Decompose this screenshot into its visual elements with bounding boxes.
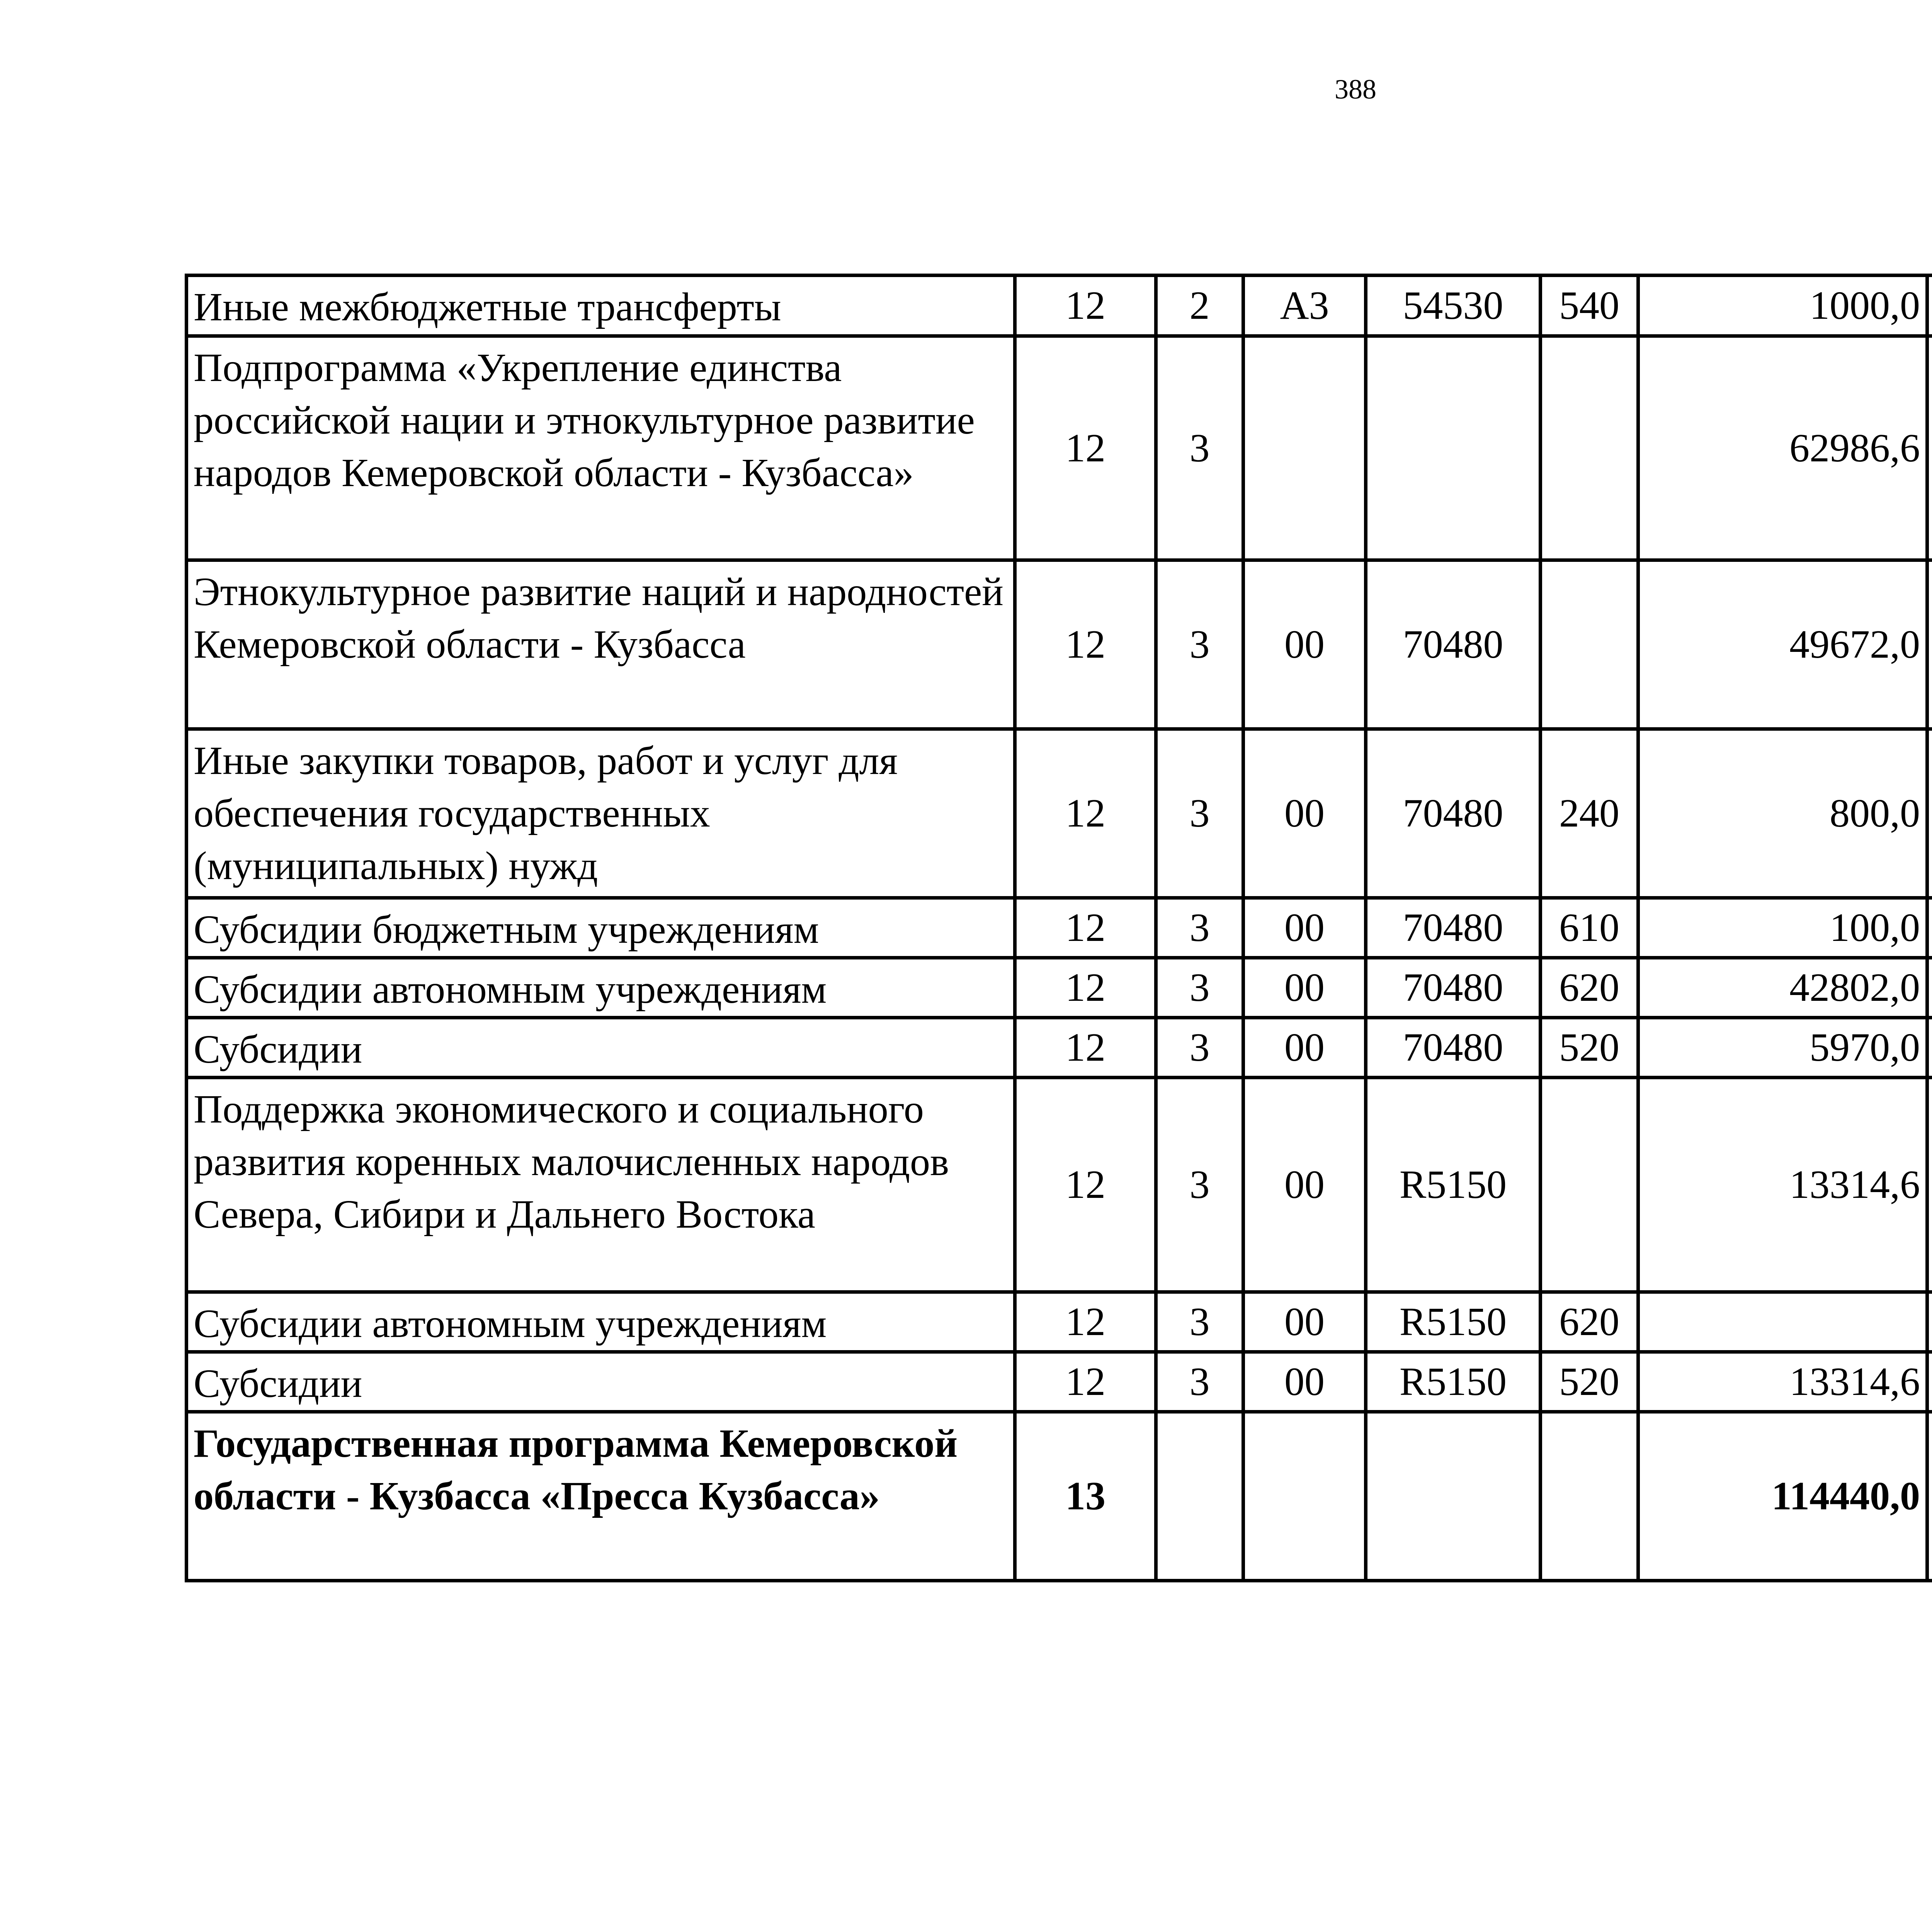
table-row: [187, 276, 1932, 336]
expense-code: 70480: [1366, 1018, 1541, 1078]
program-code: 12: [1015, 1078, 1156, 1292]
subprogram-code: 3: [1156, 729, 1243, 898]
sum-year-1: [1638, 1292, 1927, 1352]
expense-code: 54530: [1366, 276, 1541, 336]
row-name: Субсидии автономным учреждениям: [187, 1292, 1015, 1352]
program-code: 12: [1015, 276, 1156, 336]
table-row: [187, 560, 1932, 729]
row-name: Поддержка экономического и социального развития коренных малочисленных народов Севера, Сибири и Дальнего Востока: [187, 1078, 1015, 1292]
sum-year-2: [1927, 729, 1932, 898]
direction-code: 00: [1243, 1352, 1366, 1412]
expense-code: 70480: [1366, 958, 1541, 1018]
expense-type-code: 620: [1541, 958, 1638, 1018]
subprogram-code: 3: [1156, 1292, 1243, 1352]
sum-year-1: 49672,0: [1638, 560, 1927, 729]
expense-type-code: 540: [1541, 276, 1638, 336]
subprogram-code: 3: [1156, 958, 1243, 1018]
sum-year-2: [1927, 958, 1932, 1018]
subprogram-code: 3: [1156, 1018, 1243, 1078]
sum-year-1: 800,0: [1638, 729, 1927, 898]
expense-type-code: [1541, 560, 1638, 729]
expense-code: 70480: [1366, 560, 1541, 729]
program-code: 12: [1015, 1018, 1156, 1078]
direction-code: А3: [1243, 276, 1366, 336]
sum-year-1: 5970,0: [1638, 1018, 1927, 1078]
row-name: Иные межбюджетные трансферты: [187, 276, 1015, 336]
expense-code: 70480: [1366, 729, 1541, 898]
table-row: [187, 898, 1932, 958]
row-name: Субсидии: [187, 1018, 1015, 1078]
direction-code: 00: [1243, 1292, 1366, 1352]
direction-code: [1243, 1412, 1366, 1581]
table-row: [187, 729, 1932, 898]
program-code: 12: [1015, 1352, 1156, 1412]
table-row: [187, 1078, 1932, 1292]
subprogram-code: 3: [1156, 1078, 1243, 1292]
row-name: Иные закупки товаров, работ и услуг для обеспечения государственных (муниципальных) нужд: [187, 729, 1015, 898]
row-name: Субсидии бюджетным учреждениям: [187, 898, 1015, 958]
sum-year-2: [1927, 336, 1932, 560]
row-name: Субсидии: [187, 1352, 1015, 1412]
sum-year-1: 114440,0: [1638, 1412, 1927, 1581]
expense-type-code: [1541, 1078, 1638, 1292]
expense-type-code: 520: [1541, 1018, 1638, 1078]
row-name: Подпрограмма «Укрепление единства российской нации и этнокультурное развитие народов Кемеровской области - Кузбасса»: [187, 336, 1015, 560]
program-code: 13: [1015, 1412, 1156, 1581]
subprogram-code: 3: [1156, 560, 1243, 729]
row-name: Субсидии автономным учреждениям: [187, 958, 1015, 1018]
sum-year-1: 100,0: [1638, 898, 1927, 958]
expense-type-code: 240: [1541, 729, 1638, 898]
program-code: 12: [1015, 958, 1156, 1018]
subprogram-code: 3: [1156, 1352, 1243, 1412]
expense-code: [1366, 1412, 1541, 1581]
sum-year-1: 13314,6: [1638, 1078, 1927, 1292]
expense-type-code: [1541, 1412, 1638, 1581]
expense-code: 70480: [1366, 898, 1541, 958]
sum-year-2: [1927, 1352, 1932, 1412]
direction-code: 00: [1243, 560, 1366, 729]
subprogram-code: 2: [1156, 276, 1243, 336]
table-row: [187, 336, 1932, 560]
subprogram-code: [1156, 1412, 1243, 1581]
sum-year-2: [1927, 1292, 1932, 1352]
direction-code: 00: [1243, 1018, 1366, 1078]
table-row: [187, 1352, 1932, 1412]
expense-code: R5150: [1366, 1078, 1541, 1292]
expense-type-code: 520: [1541, 1352, 1638, 1412]
table-row: [187, 1018, 1932, 1078]
sum-year-1: 62986,6: [1638, 336, 1927, 560]
expense-type-code: 620: [1541, 1292, 1638, 1352]
sum-year-1: 1000,0: [1638, 276, 1927, 336]
table-row: [187, 1292, 1932, 1352]
subprogram-code: 3: [1156, 898, 1243, 958]
direction-code: 00: [1243, 1078, 1366, 1292]
expense-code: R5150: [1366, 1352, 1541, 1412]
expense-type-code: [1541, 336, 1638, 560]
program-code: 12: [1015, 729, 1156, 898]
expense-code: R5150: [1366, 1292, 1541, 1352]
sum-year-2: [1927, 1018, 1932, 1078]
sum-year-2: [1927, 1412, 1932, 1581]
sum-year-2: [1927, 1078, 1932, 1292]
row-name: Государственная программа Кемеровской области - Кузбасса «Пресса Кузбасса»: [187, 1412, 1015, 1581]
direction-code: [1243, 336, 1366, 560]
program-code: 12: [1015, 898, 1156, 958]
sum-year-1: 13314,6: [1638, 1352, 1927, 1412]
page-number: 388: [1335, 74, 1376, 105]
sum-year-2: [1927, 276, 1932, 336]
expense-type-code: 610: [1541, 898, 1638, 958]
program-code: 12: [1015, 1292, 1156, 1352]
subprogram-code: 3: [1156, 336, 1243, 560]
expense-code: [1366, 336, 1541, 560]
budget-table: [185, 274, 1932, 1582]
program-code: 12: [1015, 336, 1156, 560]
sum-year-2: [1927, 560, 1932, 729]
table-row-total: [187, 1412, 1932, 1581]
sum-year-2: [1927, 898, 1932, 958]
row-name: Этнокультурное развитие наций и народностей Кемеровской области - Кузбасса: [187, 560, 1015, 729]
direction-code: 00: [1243, 729, 1366, 898]
table-row: [187, 958, 1932, 1018]
sum-year-1: 42802,0: [1638, 958, 1927, 1018]
program-code: 12: [1015, 560, 1156, 729]
direction-code: 00: [1243, 958, 1366, 1018]
direction-code: 00: [1243, 898, 1366, 958]
